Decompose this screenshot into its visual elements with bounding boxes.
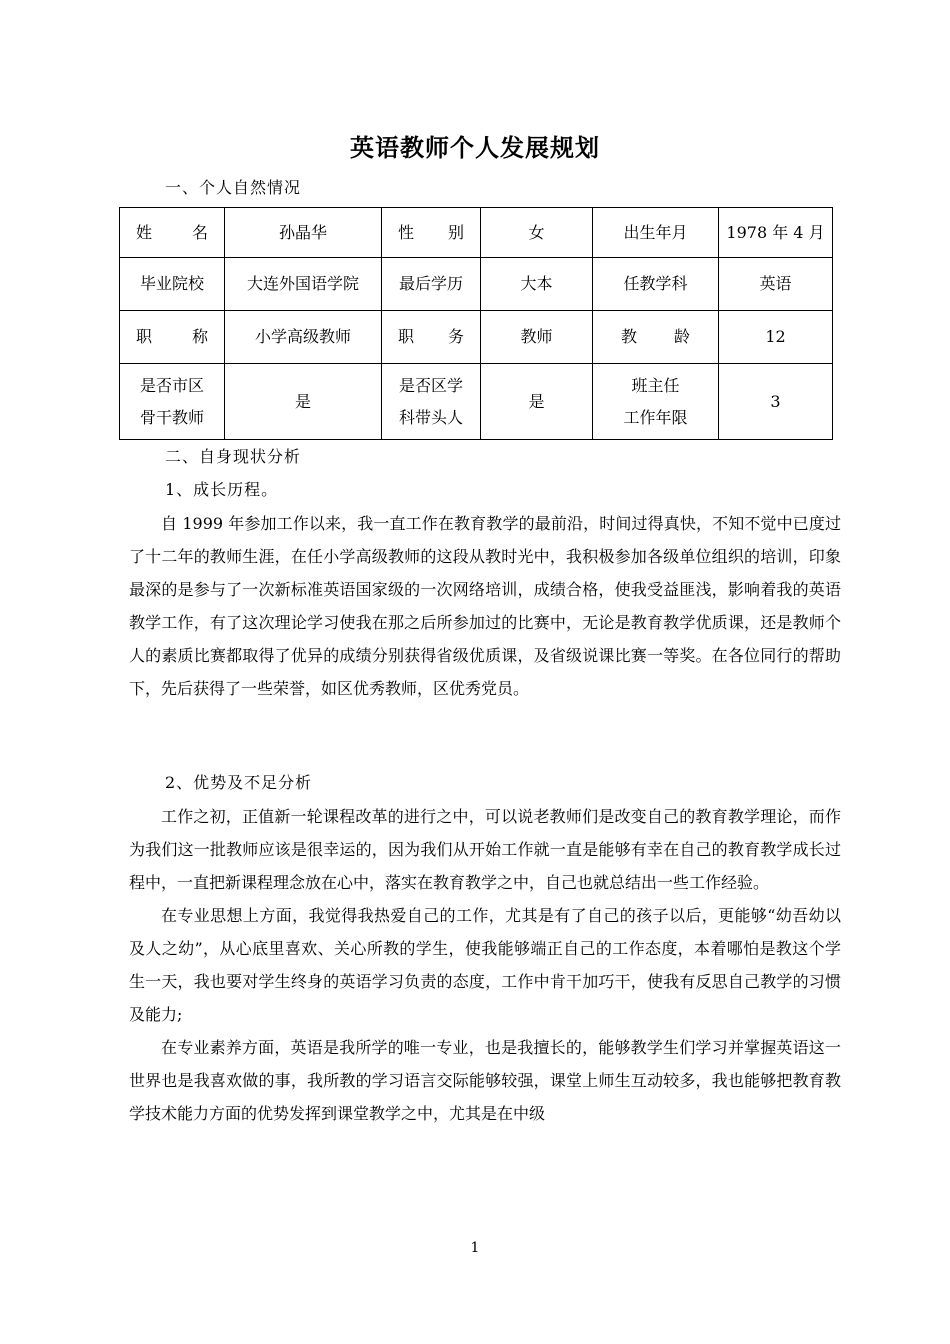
label-gender: 性 别 (382, 208, 481, 258)
label-teaching-years: 教 龄 (593, 311, 719, 364)
page-title: 英语教师个人发展规划 (350, 133, 600, 162)
label-subject: 任教学科 (593, 258, 719, 311)
label-name: 姓 名 (120, 208, 225, 258)
value-subject-leader: 是 (481, 364, 593, 440)
table-row (120, 311, 833, 364)
value-education: 大本 (481, 258, 593, 311)
label-class-teacher-years: 班主任 工作年限 (593, 364, 719, 440)
value-teaching-years: 12 (719, 311, 833, 364)
value-gender: 女 (481, 208, 593, 258)
table-row (120, 258, 833, 311)
paragraph-professional-thought: 在专业思想上方面，我觉得我热爱自己的工作，尤其是有了自己的孩子以后，更能够“幼吾幼以及人之幼”，从心底里喜欢、关心所教的学生，使我能够端正自己的工作态度，本着哪怕是教这个学生一天，我也要对学生终身的英语学习负责的态度，工作中肯干加巧干，使我有反思自己教学的习惯及能力; (129, 906, 841, 1024)
section-heading-1: 一、个人自然情况 (165, 178, 302, 197)
label-subject-leader: 是否区学 科带头人 (382, 364, 481, 440)
value-class-teacher-years: 3 (719, 364, 833, 440)
paragraph-intro: 工作之初，正值新一轮课程改革的进行之中，可以说老教师们是改变自己的教育教学理论，而作为我们这一批教师应该是很幸运的，因为我们从开始工作就一直是能够有幸在自己的教育教学成长过程中，一直把新课程理念放在心中，落实在教育教学之中，自己也就总结出一些工作经验。 (129, 807, 841, 892)
table-row (120, 208, 833, 258)
value-name: 孙晶华 (225, 208, 382, 258)
body-paragraphs (129, 800, 841, 1130)
value-title: 小学高级教师 (225, 311, 382, 364)
label-title: 职 称 (120, 311, 225, 364)
label-backbone-teacher: 是否市区 骨干教师 (120, 364, 225, 440)
table-row (120, 364, 833, 440)
value-backbone-teacher: 是 (225, 364, 382, 440)
label-position: 职 务 (382, 311, 481, 364)
value-position: 教师 (481, 311, 593, 364)
value-subject: 英语 (719, 258, 833, 311)
section-heading-2: 二、自身现状分析 (165, 447, 302, 466)
label-education: 最后学历 (382, 258, 481, 311)
value-birth: 1978 年 4 月 (719, 208, 833, 258)
subheading-strengths: 2、优势及不足分析 (165, 773, 313, 792)
label-school: 毕业院校 (120, 258, 225, 311)
subheading-growth: 1、成长历程。 (165, 480, 279, 499)
page-number: 1 (470, 1240, 480, 1256)
paragraph-professional-quality: 在专业素养方面，英语是我所学的唯一专业，也是我擅长的，能够教学生们学习并掌握英语这一世界也是我喜欢做的事，我所教的学习语言交际能够较强，课堂上师生互动较多，我也能够把教育教学技术能力方面的优势发挥到课堂教学之中，尤其是在中级 (129, 1038, 841, 1123)
value-school: 大连外国语学院 (225, 258, 382, 311)
personal-info-table (119, 207, 833, 440)
paragraph-growth: 自 1999 年参加工作以来，我一直工作在教育教学的最前沿，时间过得真快，不知不觉中已度过了十二年的教师生涯，在任小学高级教师的这段从教时光中，我积极参加各级单位组织的培训，印象最深的是参与了一次新标准英语国家级的一次网络培训，成绩合格，使我受益匪浅，影响着我的英语教学工作，有了这次理论学习使我在那之后所参加过的比赛中，无论是教育教学优质课，还是教师个人的素质比赛都取得了优异的成绩分别获得省级优质课，及省级说课比赛一等奖。在各位同行的帮助下，先后获得了一些荣誉，如区优秀教师，区优秀党员。 (129, 514, 841, 698)
label-birth: 出生年月 (593, 208, 719, 258)
